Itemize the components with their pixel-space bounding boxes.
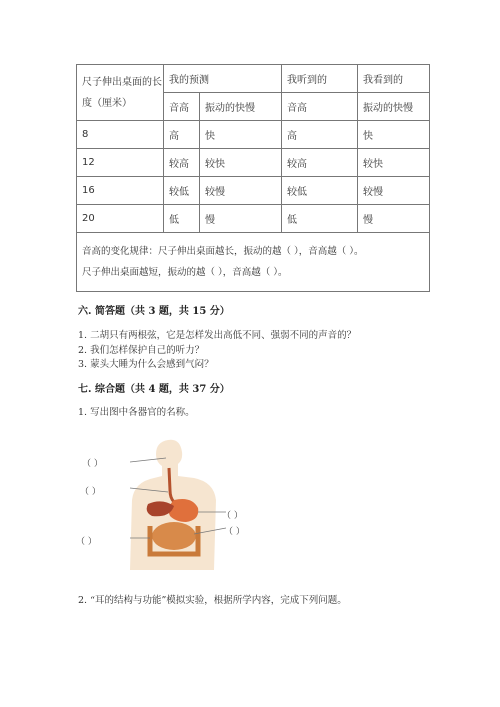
cell-seen-vibration: 慢: [358, 205, 430, 233]
header-my-prediction: 我的预测: [164, 65, 282, 93]
subheader-pitch: 音高: [164, 93, 200, 121]
cell-pred-pitch: 较高: [164, 149, 200, 177]
cell-pred-vibration: 较慢: [200, 177, 282, 205]
organ-label-blank: （ ）: [224, 527, 245, 537]
small-intestine-shape: [152, 522, 196, 550]
summary-line-1: 音高的变化规律：尺子伸出桌面越长，振动的越（ ），音高越（ ）。: [82, 246, 364, 257]
cell-pred-vibration: 较快: [200, 149, 282, 177]
cell-seen-vibration: 快: [358, 121, 430, 149]
organ-label-blank: （ ）: [76, 537, 97, 547]
cell-pred-vibration: 慢: [200, 205, 282, 233]
table-row: [77, 205, 430, 233]
table-row: [77, 177, 430, 205]
digestive-system-figure: [70, 430, 300, 570]
cell-length: 8: [77, 121, 164, 149]
organ-label-blank: （ ）: [80, 487, 101, 497]
section-7-title: 七. 综合题（共 4 题，共 37 分）: [78, 384, 230, 395]
cell-seen-vibration: 较快: [358, 149, 430, 177]
cell-pred-pitch: 高: [164, 121, 200, 149]
summary-fill-in: [77, 233, 430, 292]
cell-pred-vibration: 快: [200, 121, 282, 149]
section-6-title: 六. 简答题（共 3 题，共 15 分）: [78, 306, 230, 317]
cell-heard-pitch: 较低: [282, 177, 358, 205]
cell-heard-pitch: 高: [282, 121, 358, 149]
question-6-3: 3. 蒙头大睡为什么会感到气闷？: [78, 359, 214, 370]
header-what-i-saw: 我看到的: [358, 65, 430, 93]
cell-heard-pitch: 较高: [282, 149, 358, 177]
organ-label-blank: （ ）: [222, 511, 243, 521]
table-row: [77, 149, 430, 177]
cell-heard-pitch: 低: [282, 205, 358, 233]
cell-seen-vibration: 较慢: [358, 177, 430, 205]
question-6-2: 2. 我们怎样保护自己的听力？: [78, 345, 205, 356]
table-row: [77, 121, 430, 149]
cell-length: 16: [77, 177, 164, 205]
subheader-vibration-speed: 振动的快慢: [358, 93, 430, 121]
experiment-table: [76, 64, 430, 292]
cell-pred-pitch: 低: [164, 205, 200, 233]
cell-length: 12: [77, 149, 164, 177]
digestive-organs-diagram: [70, 430, 300, 570]
organ-label-blank: （ ）: [82, 459, 103, 469]
subheader-pitch: 音高: [282, 93, 358, 121]
summary-line-2: 尺子伸出桌面越短，振动的越（ ），音高越（ ）。: [82, 267, 288, 278]
question-6-1: 1. 二胡只有两根弦，它是怎样发出高低不同、强弱不同的声音的？: [78, 330, 357, 341]
header-ruler-length: 尺子伸出桌面的长度（厘米）: [77, 65, 164, 121]
question-7-1: 1. 写出图中各器官的名称。: [78, 407, 195, 418]
header-what-i-heard: 我听到的: [282, 65, 358, 93]
question-7-2: 2. “耳的结构与功能”模拟实验，根据所学内容，完成下列问题。: [78, 595, 347, 606]
cell-length: 20: [77, 205, 164, 233]
cell-pred-pitch: 较低: [164, 177, 200, 205]
subheader-vibration-speed: 振动的快慢: [200, 93, 282, 121]
